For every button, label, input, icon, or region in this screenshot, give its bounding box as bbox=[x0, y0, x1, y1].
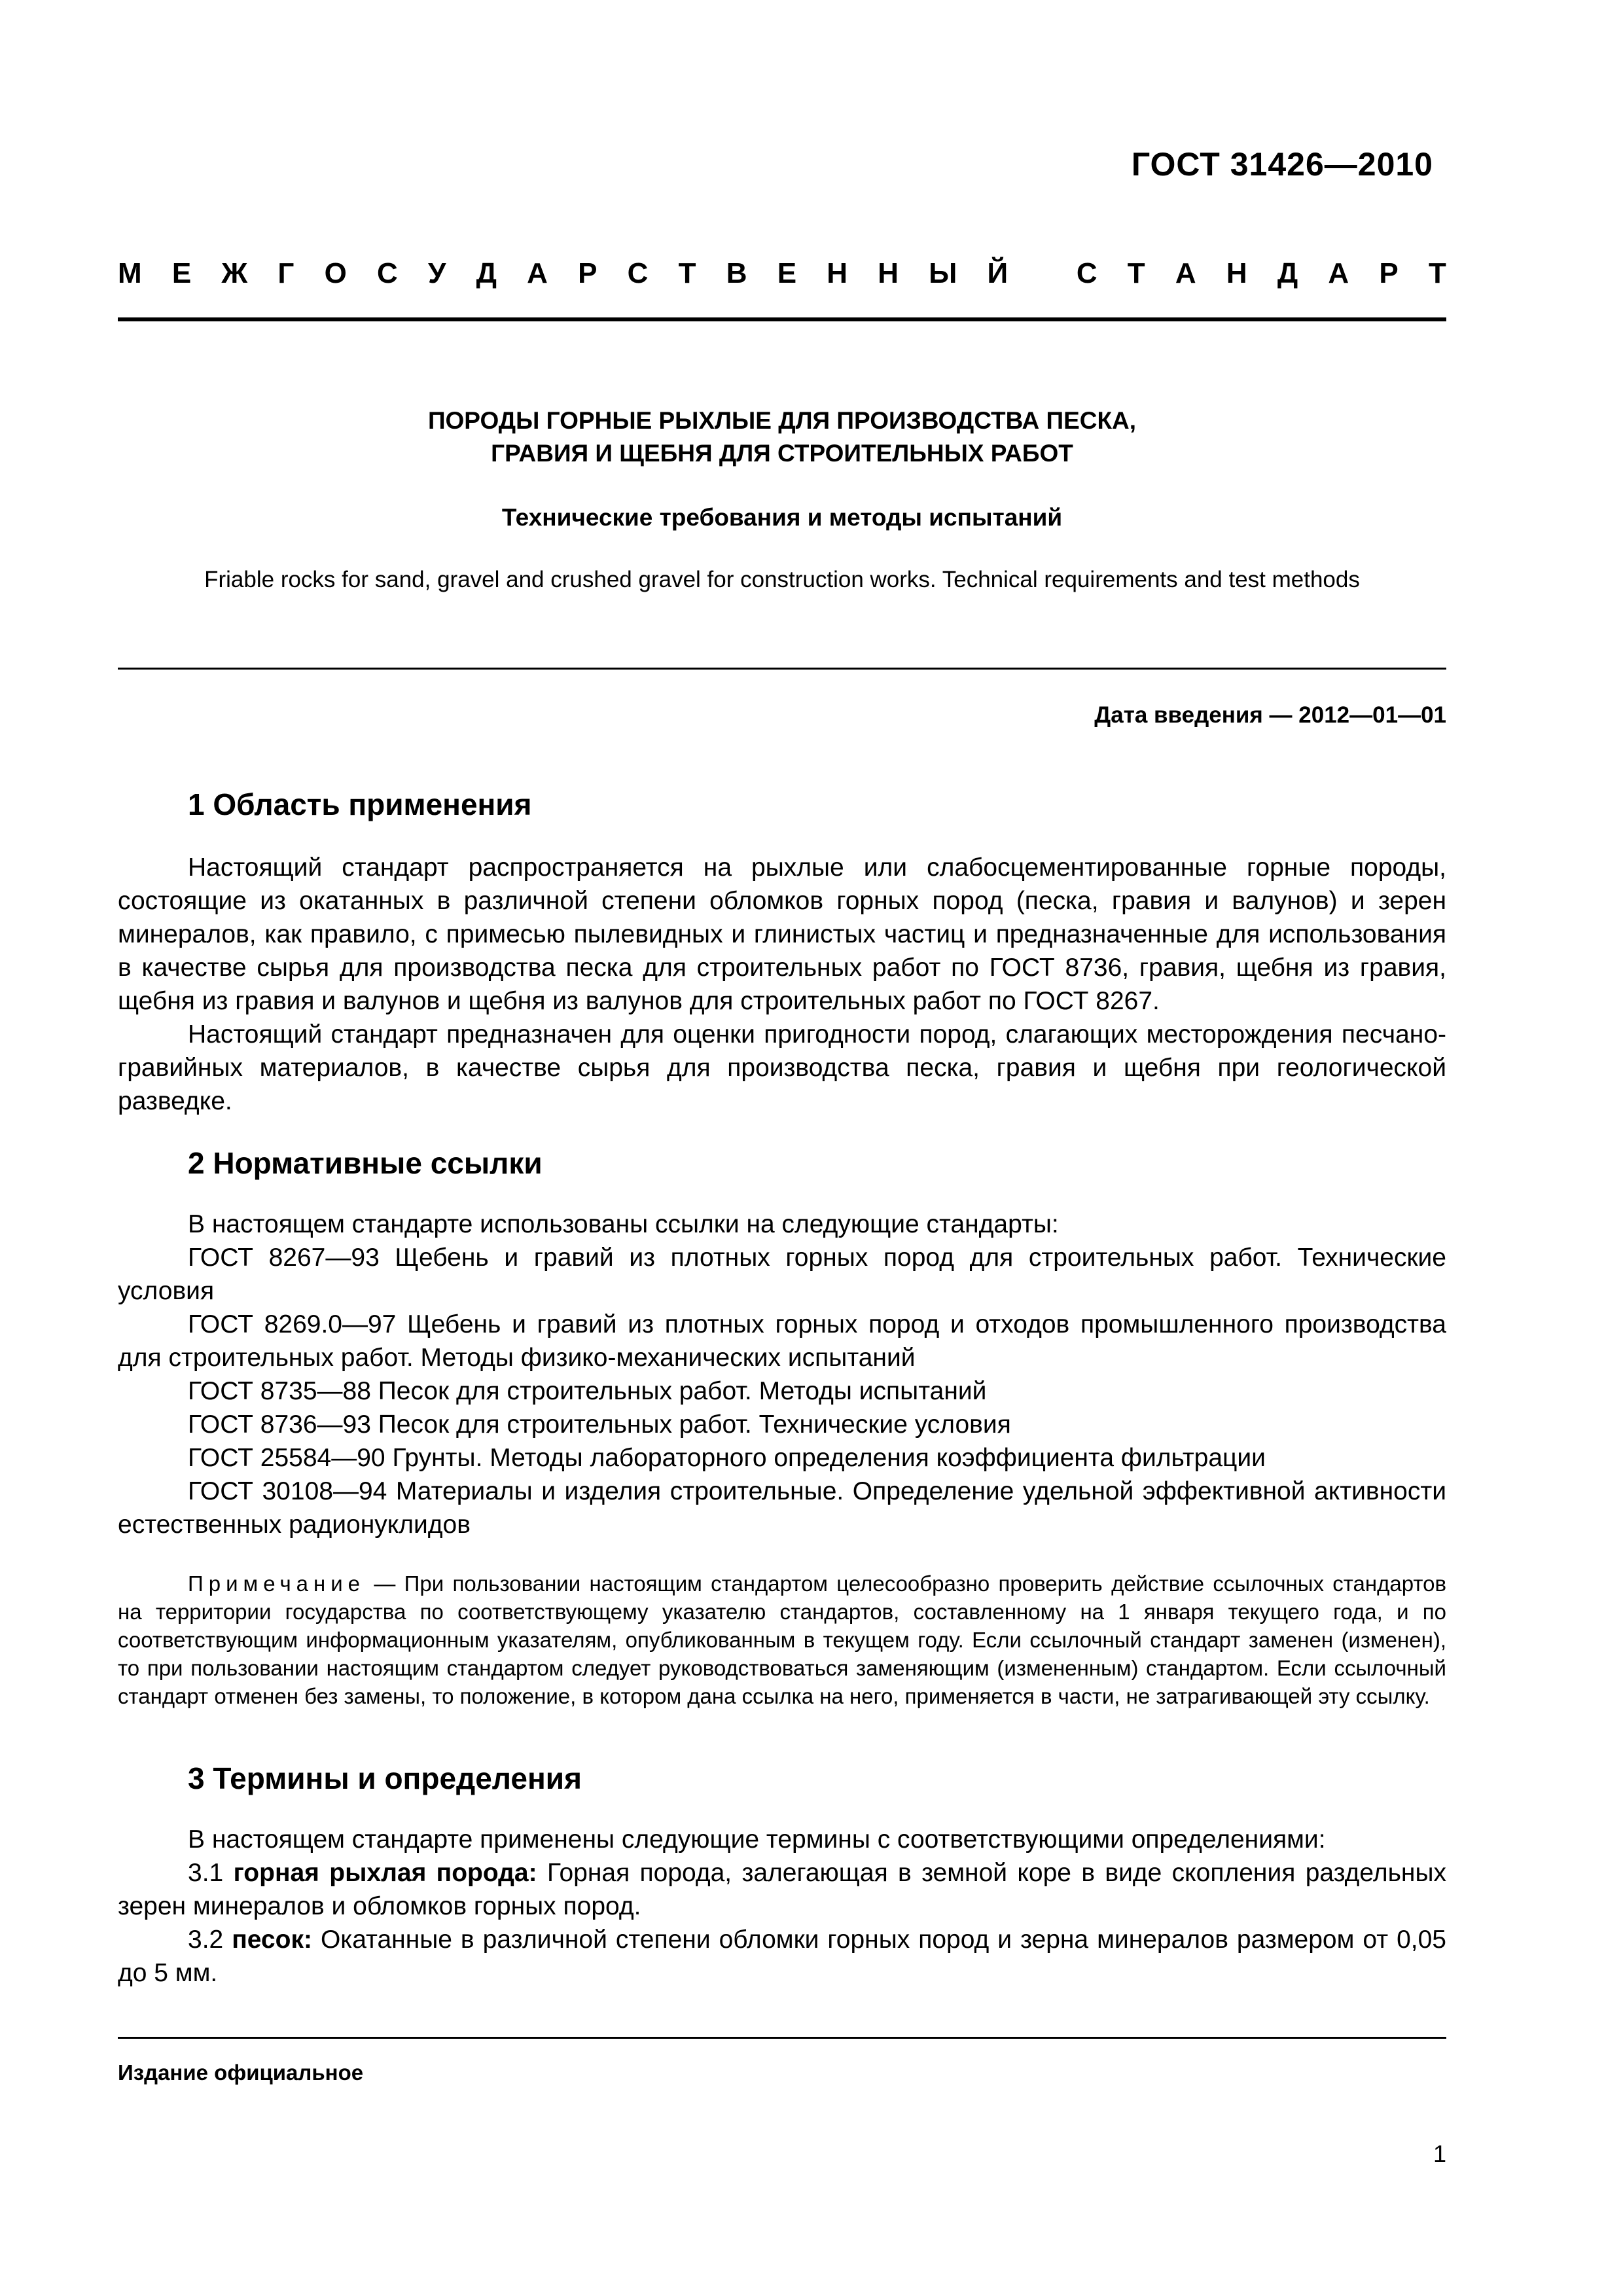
banner-letter: С bbox=[377, 257, 398, 289]
banner-letter: В bbox=[726, 257, 747, 289]
banner-letter: У bbox=[427, 257, 446, 289]
banner-letter: М bbox=[118, 257, 142, 289]
introduction-date: Дата введения — 2012—01—01 bbox=[1094, 702, 1446, 728]
term-number: 3.1 bbox=[188, 1859, 234, 1887]
banner-letter: Д bbox=[476, 257, 497, 289]
banner-letter: А bbox=[527, 257, 548, 289]
english-title: Friable rocks for sand, gravel and crushed gravel for construction works. Technical requirements and test methods bbox=[204, 567, 1360, 592]
section-1-paragraph: Настоящий стандарт предназначен для оценки пригодности пород, слагающих месторождения песчано-гравийных материалов, в качестве сырья для производства песка, гравия и щебня при геологической разведке. bbox=[118, 1020, 1446, 1115]
banner-letter: Н bbox=[878, 257, 899, 289]
note bbox=[118, 1570, 1446, 1710]
section-2-heading: 2 Нормативные ссылки bbox=[188, 1146, 543, 1180]
banner-letter: Ы bbox=[929, 257, 957, 289]
banner-letter: А bbox=[1328, 257, 1349, 289]
section-1-body bbox=[118, 851, 1446, 1118]
reference-item: ГОСТ 8267—93 Щебень и гравий из плотных горных пород для строительных работ. Технические условия bbox=[118, 1244, 1446, 1305]
reference-item: ГОСТ 8735—88 Песок для строительных работ. Методы испытаний bbox=[188, 1377, 987, 1405]
title-rule bbox=[118, 668, 1446, 670]
banner-letter bbox=[1038, 257, 1046, 290]
banner-letter: Е bbox=[777, 257, 797, 289]
term-number: 3.2 bbox=[188, 1926, 232, 1954]
note-label: Примечание bbox=[188, 1571, 366, 1596]
document-title: ПОРОДЫ ГОРНЫЕ РЫХЛЫЕ ДЛЯ ПРОИЗВОДСТВА ПЕСКА, ГРАВИЯ И ЩЕБНЯ ДЛЯ СТРОИТЕЛЬНЫХ РАБОТ bbox=[427, 407, 1137, 467]
reference-item: ГОСТ 25584—90 Грунты. Методы лабораторного определения коэффициента фильтрации bbox=[188, 1444, 1266, 1472]
banner-letter: Е bbox=[171, 257, 192, 289]
banner-letter: Г bbox=[277, 257, 294, 289]
term-item bbox=[118, 1856, 1446, 1923]
banner-letter: Т bbox=[678, 257, 696, 289]
reference-item: ГОСТ 30108—94 Материалы и изделия строительные. Определение удельной эффективной активности естественных радионуклидов bbox=[118, 1477, 1446, 1539]
banner-letter: Р bbox=[578, 257, 597, 289]
term-definition: Горная порода, залегающая в земной коре в виде скопления раздельных зерен минералов и обломков горных пород. bbox=[118, 1859, 1446, 1920]
banner-letter: Н bbox=[827, 257, 848, 289]
banner-letter: Т bbox=[1428, 257, 1446, 289]
banner-letter: Д bbox=[1277, 257, 1298, 289]
term-name: горная рыхлая порода: bbox=[233, 1859, 537, 1887]
banner-letter: А bbox=[1175, 257, 1196, 289]
footer-rule bbox=[118, 2037, 1446, 2039]
banner-letter: О bbox=[324, 257, 347, 289]
section-3-heading: 3 Термины и определения bbox=[188, 1761, 582, 1795]
banner-letter: Й bbox=[987, 257, 1008, 289]
terms-intro: В настоящем стандарте применены следующие термины с соответствующими определениями: bbox=[188, 1825, 1326, 1854]
official-edition-label: Издание официальное bbox=[118, 2060, 364, 2085]
references-intro: В настоящем стандарте использованы ссылки на следующие стандарты: bbox=[188, 1210, 1059, 1238]
banner-letter: С bbox=[1076, 257, 1097, 289]
interstate-standard-banner bbox=[118, 257, 1446, 290]
term-name: песок: bbox=[232, 1926, 312, 1954]
header-rule bbox=[118, 317, 1446, 321]
page-number: 1 bbox=[1433, 2140, 1446, 2167]
document-subtitle: Технические требования и методы испытаний bbox=[501, 504, 1063, 531]
term-item bbox=[118, 1923, 1446, 1990]
section-1-heading: 1 Область применения bbox=[188, 787, 532, 821]
reference-item: ГОСТ 8269.0—97 Щебень и гравий из плотных горных пород и отходов промышленного производства для строительных работ. Методы физико-механических испытаний bbox=[118, 1310, 1446, 1372]
section-3-body bbox=[118, 1823, 1446, 1990]
references-list bbox=[118, 1208, 1446, 1541]
banner-letter: Р bbox=[1379, 257, 1399, 289]
reference-item: ГОСТ 8736—93 Песок для строительных работ. Технические условия bbox=[188, 1410, 1011, 1439]
section-1-paragraph: Настоящий стандарт распространяется на рыхлые или слабосцементированные горные породы, состоящие из окатанных в различной степени обломков горных пород (песка, гравия и валунов) и зерен минералов, как правило, с примесью пылевидных и глинистых частиц и предназначенные для использования в качестве сырья для производства песка для строительных работ по ГОСТ 8736, гравия, щебня из гравия, щебня из гравия и валунов и щебня из валунов для строительных работ по ГОСТ 8267. bbox=[118, 853, 1446, 1015]
note-text: — При пользовании настоящим стандартом целесообразно проверить действие ссылочных стандартов на территории государства по соответствующему указателю стандартов, составленному на 1 января текущего года, и по соответствующим информационным указателям, опубликованным в текущем году. Если ссылочный стандарт заменен (изменен), то при пользовании настоящим стандартом следует руководствоваться заменяющим (измененным) стандартом. Если ссылочный стандарт отменен без замены, то положение, в котором дана ссылка на него, применяется в части, не затрагивающей эту ссылку. bbox=[118, 1571, 1446, 1708]
gost-number: ГОСТ 31426—2010 bbox=[1131, 146, 1433, 183]
term-definition: Окатанные в различной степени обломки горных пород и зерна минералов размером от 0,05 до 5 мм. bbox=[118, 1926, 1446, 1987]
banner-letter: С bbox=[627, 257, 649, 289]
banner-letter: Н bbox=[1226, 257, 1247, 289]
banner-letter: Т bbox=[1127, 257, 1145, 289]
banner-letter: Ж bbox=[221, 257, 248, 289]
